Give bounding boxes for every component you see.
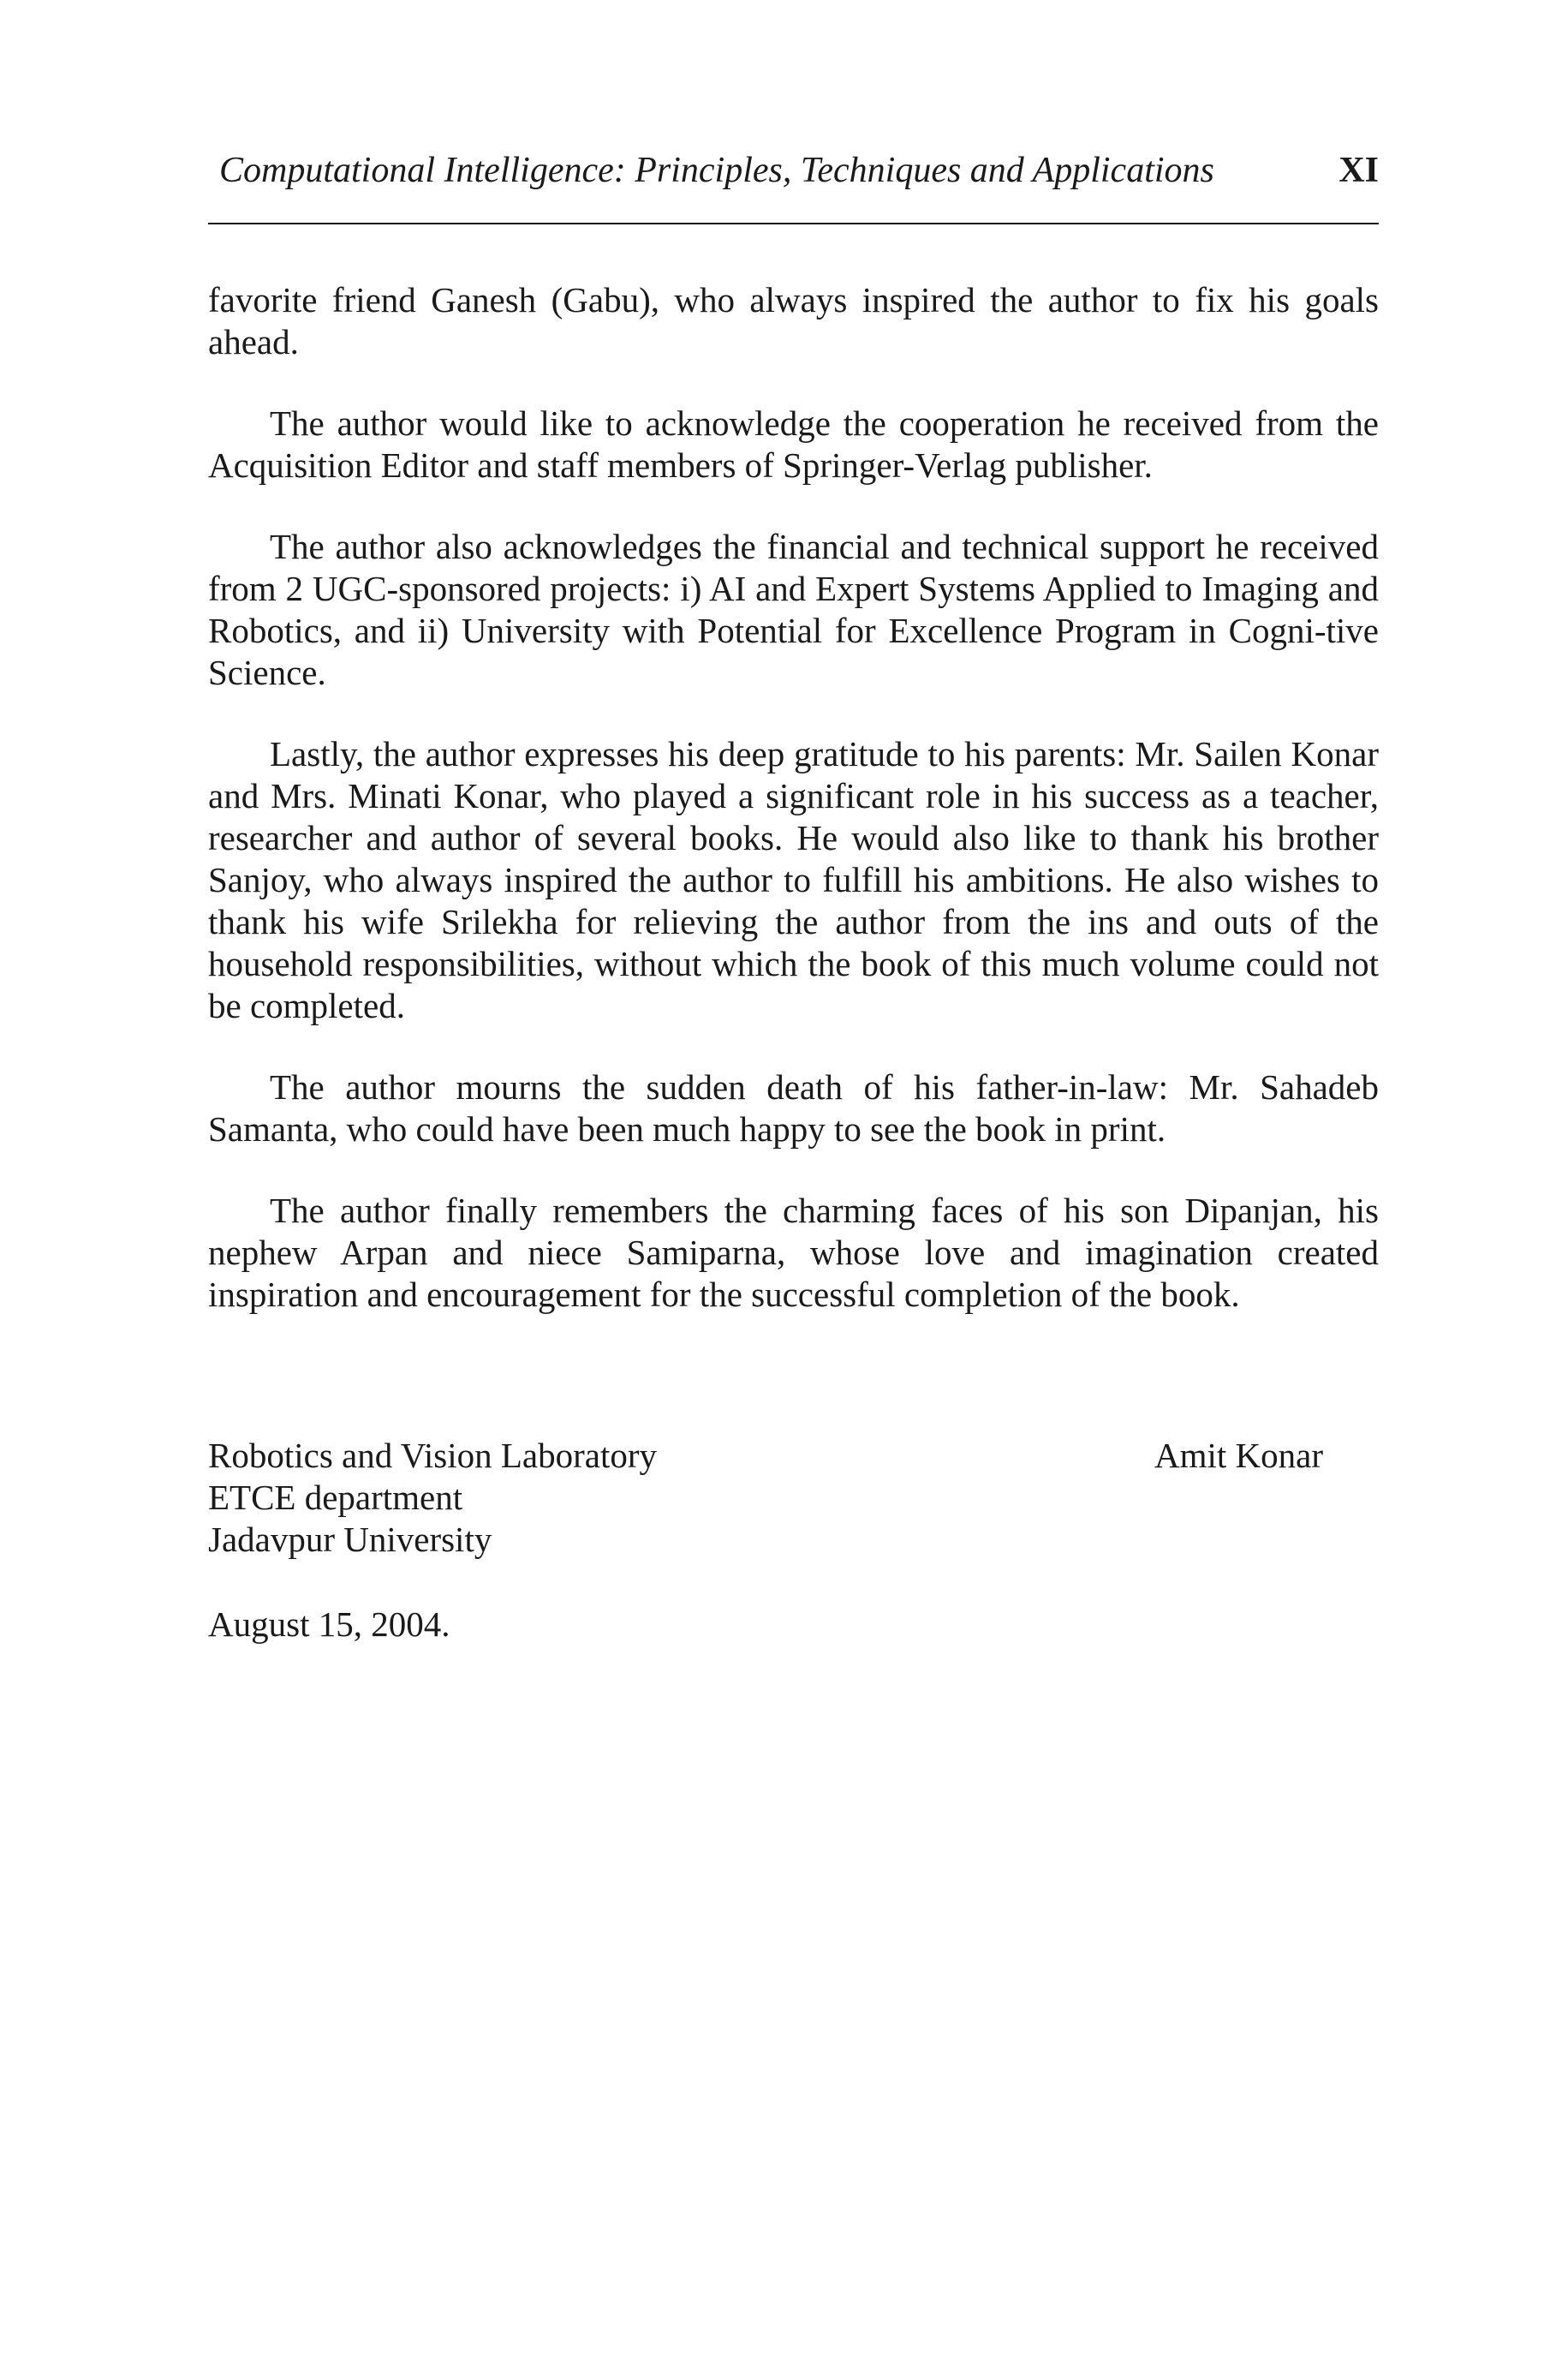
paragraph-6: The author finally remembers the charming faces of his son Dipanjan, his nephew Arpan and niece Samiparna, whose love and imagination created inspiration and encouragement for the successful completion of the book.: [208, 1191, 1379, 1314]
paragraph-5: The author mourns the sudden death of his father-in-law: Mr. Sahadeb Samanta, who could have been much happy to see the book in print.: [208, 1067, 1379, 1149]
paragraph-3: The author also acknowledges the financial and technical support he received from 2 UGC-sponsored projects: i) AI and Expert Systems Applied to Imaging and Robotics, and ii) University with Potential for Excellence Program in Cogni-tive Science.: [208, 527, 1379, 692]
paragraph-1: favorite friend Ganesh (Gabu), who always inspired the author to fix his goals ahead.: [208, 280, 1379, 361]
running-head: [208, 140, 1379, 200]
header-rule: [208, 223, 1379, 224]
affiliation-line-lab: Robotics and Vision Laboratory: [208, 1436, 658, 1475]
acknowledgement-text: [208, 279, 1379, 1316]
author-name: Amit Konar: [1154, 1436, 1323, 1475]
affiliation-line-university: Jadavpur University: [208, 1520, 492, 1559]
page-number: XI: [1338, 151, 1379, 190]
affiliation-line-department: ETCE department: [208, 1478, 463, 1517]
paragraph-4: Lastly, the author expresses his deep gratitude to his parents: Mr. Sailen Konar and Mrs. Minati Konar, who played a significant role in his success as a teacher, researcher and author of several books. He would also like to thank his brother Sanjoy, who always inspired the author to fulfill his ambitions. He also wishes to thank his wife Srilekha for relieving the author from the ins and outs of the household responsibilities, without which the book of this much volume could not be completed.: [208, 734, 1379, 1025]
affiliation: [208, 1435, 657, 1561]
signature-date: August 15, 2004.: [208, 1604, 450, 1644]
running-title: Computational Intelligence: Principles, Techniques and Applications: [219, 151, 1214, 190]
paragraph-2: The author would like to acknowledge the cooperation he received from the Acquisition Editor and staff members of Springer-Verlag publisher.: [208, 403, 1379, 485]
